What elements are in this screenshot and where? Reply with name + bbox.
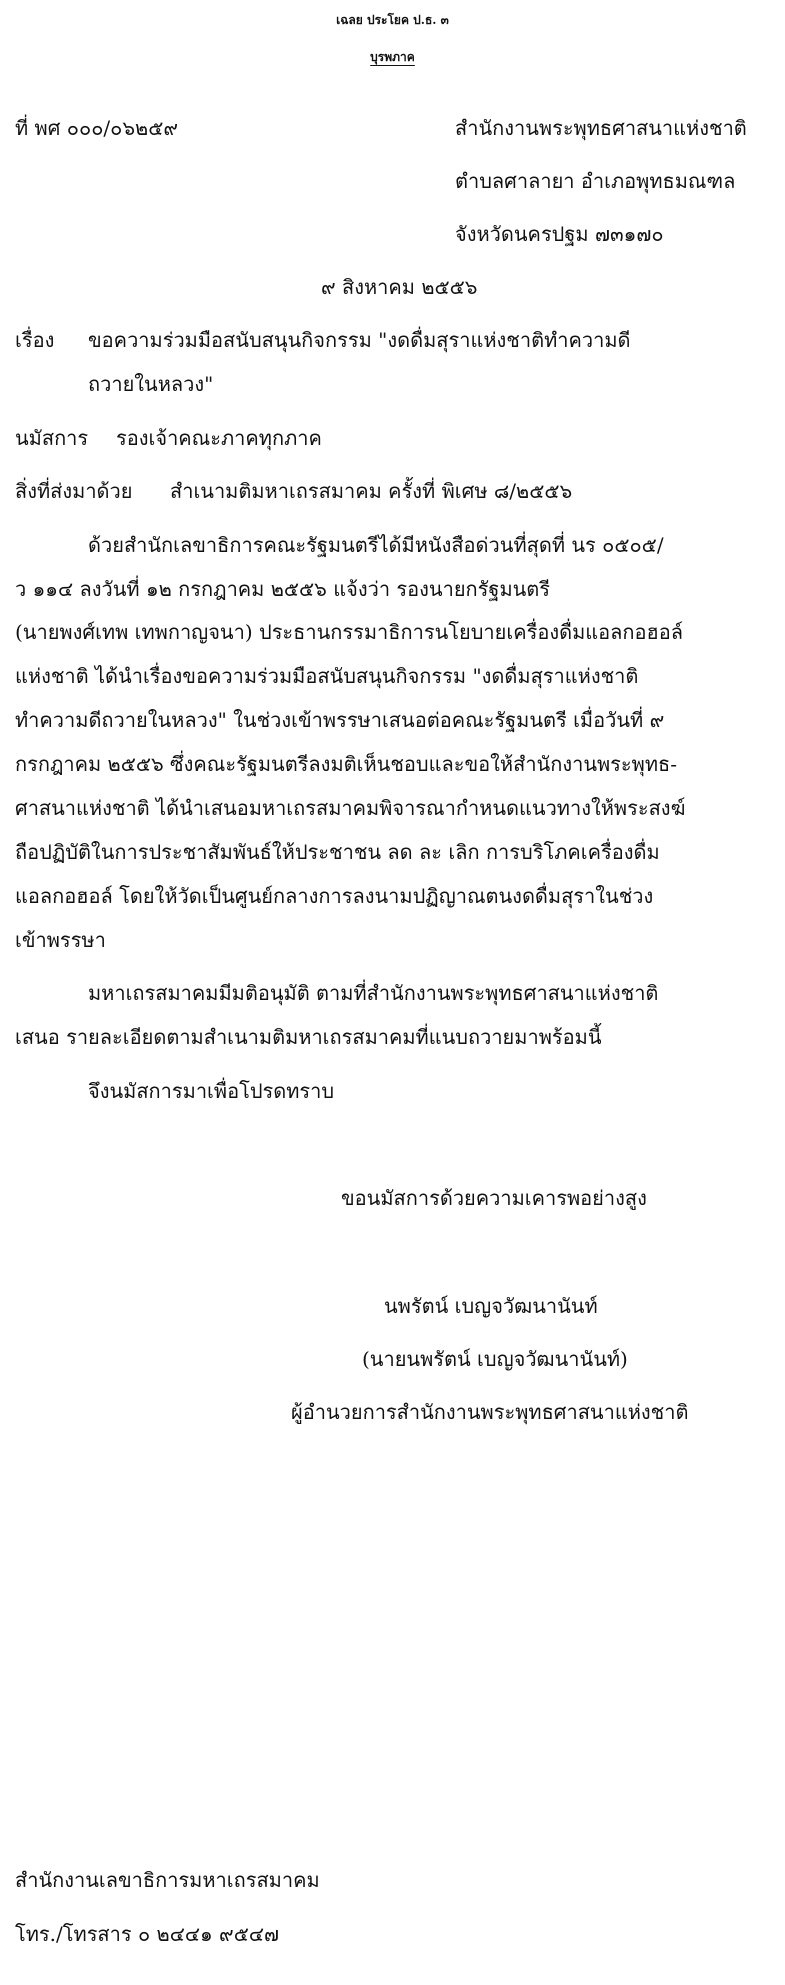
enclosure-value: สำเนามติมหาเถรสมาคม ครั้งที่ พิเศษ ๘/๒๕๕๖	[170, 479, 573, 503]
document-subtitle-text: บุรพภาค	[370, 50, 415, 64]
sender-address-line: ตำบลศาลายา อำเภอพุทธมณฑล	[455, 169, 736, 193]
salutation-label: นมัสการ	[15, 426, 89, 450]
body-paragraph-1-line: แห่งชาติ ได้นำเรื่องขอความร่วมมือสนับสนุนกิจกรรม "งดดื่มสุราแห่งชาติ	[15, 664, 639, 688]
signature: นพรัตน์ เบญจวัฒนานันท์	[384, 1294, 598, 1318]
body-paragraph-1-line: ถือปฏิบัติในการประชาสัมพันธ์ให้ประชาชน ลด ละ เลิก การบริโภคเครื่องดื่ม	[15, 840, 660, 864]
body-paragraph-1-line: แอลกอฮอล์ โดยให้วัดเป็นศูนย์กลางการลงนามปฏิญาณตนงดดื่มสุราในช่วง	[15, 884, 654, 908]
subject-label: เรื่อง	[15, 328, 55, 352]
body-paragraph-1-line: ทำความดีถวายในหลวง" ในช่วงเข้าพรรษาเสนอต่อคณะรัฐมนตรี เมื่อวันที่ ๙	[15, 708, 665, 732]
complimentary-close: ขอนมัสการด้วยความเคารพอย่างสูง	[341, 1186, 647, 1210]
document-subtitle	[0, 43, 785, 71]
body-paragraph-1-line: ด้วยสำนักเลขาธิการคณะรัฐมนตรีได้มีหนังสือด่วนที่สุดที่ นร ๐๕๐๕/	[88, 533, 664, 557]
body-paragraph-1-line: ศาสนาแห่งชาติ ได้นำเสนอมหาเถรสมาคมพิจารณากำหนดแนวทางให้พระสงฆ์	[15, 796, 686, 820]
reference-number: ที่ พศ ๐๐๐/๐๖๒๕๙	[15, 116, 179, 140]
body-paragraph-1-line: เข้าพรรษา	[15, 928, 106, 952]
enclosure-label: สิ่งที่ส่งมาด้วย	[15, 479, 133, 503]
body-paragraph-2-line: เสนอ รายละเอียดตามสำเนามติมหาเถรสมาคมที่แนบถวายมาพร้อมนี้	[15, 1025, 602, 1049]
footer-office: สำนักงานเลขาธิการมหาเถรสมาคม	[15, 1868, 320, 1892]
footer-contact: โทร./โทรสาร ๐ ๒๔๔๑ ๙๕๔๗	[15, 1922, 280, 1946]
document-date: ๙ สิงหาคม ๒๕๕๖	[321, 275, 478, 299]
sender-province-line: จังหวัดนครปฐม ๗๓๑๗๐	[455, 222, 664, 246]
subject-text-line-2: ถวายในหลวง"	[88, 372, 214, 396]
body-paragraph-1-line: ว ๑๑๔ ลงวันที่ ๑๒ กรกฎาคม ๒๕๕๖ แจ้งว่า รองนายกรัฐมนตรี	[15, 577, 551, 601]
body-paragraph-2-line: มหาเถรสมาคมมีมติอนุมัติ ตามที่สำนักงานพระพุทธศาสนาแห่งชาติ	[88, 981, 659, 1005]
sender-office: สำนักงานพระพุทธศาสนาแห่งชาติ	[455, 116, 747, 140]
body-paragraph-1-line: กรกฎาคม ๒๕๕๖ ซึ่งคณะรัฐมนตรีลงมติเห็นชอบและขอให้สำนักงานพระพุทธ-	[15, 752, 678, 776]
subject-text-line-1: ขอความร่วมมือสนับสนุนกิจกรรม "งดดื่มสุราแห่งชาติทำความดี	[88, 328, 631, 352]
salutation-recipient: รองเจ้าคณะภาคทุกภาค	[116, 426, 322, 450]
signatory-full-name: (นายนพรัตน์ เบญจวัฒนานันท์)	[362, 1347, 628, 1371]
document-title: เฉลย ประโยค ป.ธ. ๓	[336, 13, 449, 27]
signatory-position: ผู้อำนวยการสำนักงานพระพุทธศาสนาแห่งชาติ	[291, 1400, 689, 1424]
body-paragraph-1-line: (นายพงศ์เทพ เทพกาญจนา) ประธานกรรมาธิการนโยบายเครื่องดื่มแอลกอฮอล์	[15, 620, 684, 644]
body-paragraph-3: จึงนมัสการมาเพื่อโปรดทราบ	[88, 1079, 335, 1103]
